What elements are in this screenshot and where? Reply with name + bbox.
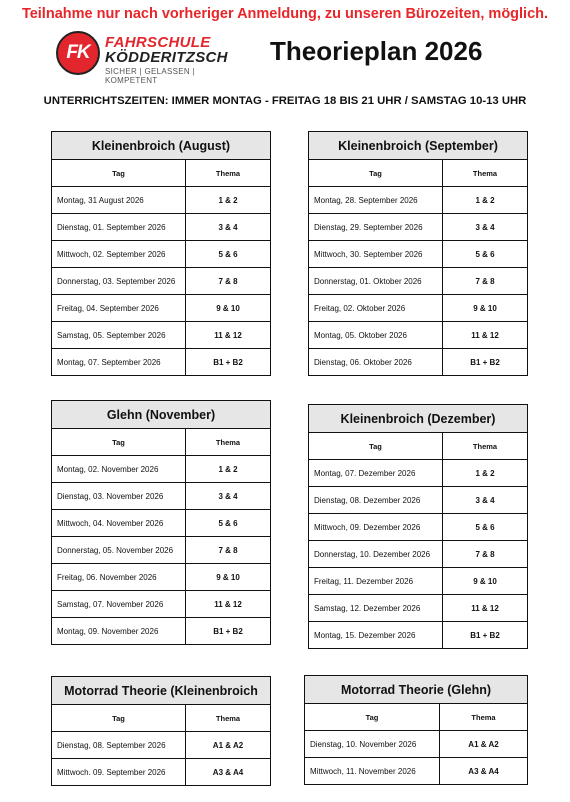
- cell-topic: 5 & 6: [443, 514, 528, 541]
- table-row: [309, 349, 528, 376]
- schedule-table-motorrad-kleinenbroich: [51, 676, 271, 786]
- table-caption: Glehn (November): [52, 401, 271, 429]
- cell-topic: 3 & 4: [186, 214, 271, 241]
- class-hours: UNTERRICHTSZEITEN: IMMER MONTAG - FREITAG 18 BIS 21 UHR / SAMSTAG 10-13 UHR: [43, 95, 527, 107]
- cell-topic: 9 & 10: [443, 295, 528, 322]
- cell-day: Freitag, 04. September 2026: [52, 295, 186, 322]
- cell-day: Donnerstag, 10. Dezember 2026: [309, 541, 443, 568]
- cell-topic: 3 & 4: [186, 483, 271, 510]
- cell-day: Montag, 28. September 2026: [309, 187, 443, 214]
- cell-topic: A1 & A2: [186, 732, 271, 759]
- cell-day: Samstag, 12. Dezember 2026: [309, 595, 443, 622]
- cell-topic: 1 & 2: [186, 187, 271, 214]
- cell-day: Mittwoch, 02. September 2026: [52, 241, 186, 268]
- cell-day: Montag, 15. Dezember 2026: [309, 622, 443, 649]
- logo-tagline: SICHER | GELASSEN | KOMPETENT: [105, 67, 195, 85]
- column-header-topic: Thema: [186, 429, 271, 456]
- cell-day: Donnerstag, 01. Oktober 2026: [309, 268, 443, 295]
- schedule-table-glehn-november: [51, 400, 271, 645]
- cell-topic: 1 & 2: [443, 187, 528, 214]
- column-header-day: Tag: [305, 704, 440, 731]
- cell-topic: B1 + B2: [443, 349, 528, 376]
- table-row: [309, 460, 528, 487]
- cell-topic: 1 & 2: [186, 456, 271, 483]
- cell-day: Dienstag, 10. November 2026: [305, 731, 440, 758]
- table-row: [309, 268, 528, 295]
- cell-day: Mittwoch. 09. September 2026: [52, 759, 186, 786]
- cell-topic: A3 & A4: [440, 758, 528, 785]
- table-row: [309, 322, 528, 349]
- column-header-day: Tag: [309, 160, 443, 187]
- logo-badge-text: FK: [66, 42, 90, 63]
- cell-topic: 7 & 8: [443, 268, 528, 295]
- cell-day: Dienstag, 08. September 2026: [52, 732, 186, 759]
- table-row: [309, 568, 528, 595]
- cell-day: Dienstag, 08. Dezember 2026: [309, 487, 443, 514]
- cell-topic: A1 & A2: [440, 731, 528, 758]
- table-row: [309, 514, 528, 541]
- cell-topic: 5 & 6: [186, 241, 271, 268]
- table-row: [309, 487, 528, 514]
- cell-day: Freitag, 06. November 2026: [52, 564, 186, 591]
- table-row: [309, 595, 528, 622]
- cell-topic: 11 & 12: [443, 595, 528, 622]
- cell-day: Montag, 05. Oktober 2026: [309, 322, 443, 349]
- registration-notice: Teilnahme nur nach vorheriger Anmeldung, zu unseren Bürozeiten, möglich.: [21, 6, 549, 22]
- cell-topic: 5 & 6: [186, 510, 271, 537]
- cell-day: Mittwoch, 30. September 2026: [309, 241, 443, 268]
- table-row: [52, 564, 271, 591]
- column-header-day: Tag: [52, 160, 186, 187]
- cell-day: Mittwoch, 11. November 2026: [305, 758, 440, 785]
- cell-topic: A3 & A4: [186, 759, 271, 786]
- logo: [56, 31, 246, 85]
- column-header-topic: Thema: [440, 704, 528, 731]
- table-row: [309, 295, 528, 322]
- table-row: [52, 483, 271, 510]
- cell-day: Montag, 31 August 2026: [52, 187, 186, 214]
- table-row: [52, 759, 271, 786]
- table-row: [52, 349, 271, 376]
- cell-day: Dienstag, 06. Oktober 2026: [309, 349, 443, 376]
- cell-day: Montag, 02. November 2026: [52, 456, 186, 483]
- cell-day: Montag, 07. September 2026: [52, 349, 186, 376]
- table-caption: Motorrad Theorie (Kleinenbroich: [52, 677, 271, 705]
- table-row: [52, 214, 271, 241]
- cell-day: Samstag, 05. September 2026: [52, 322, 186, 349]
- table-row: [52, 187, 271, 214]
- table-row: [52, 456, 271, 483]
- cell-day: Dienstag, 29. September 2026: [309, 214, 443, 241]
- schedule-table-kleinenbroich-september: [308, 131, 528, 376]
- table-row: [309, 541, 528, 568]
- cell-topic: 7 & 8: [443, 541, 528, 568]
- schedule-table-motorrad-glehn: [304, 675, 528, 785]
- column-header-day: Tag: [52, 705, 186, 732]
- column-header-topic: Thema: [443, 160, 528, 187]
- table-row: [52, 510, 271, 537]
- cell-day: Dienstag, 01. September 2026: [52, 214, 186, 241]
- cell-day: Donnerstag, 03. September 2026: [52, 268, 186, 295]
- cell-topic: 11 & 12: [186, 322, 271, 349]
- cell-topic: B1 + B2: [443, 622, 528, 649]
- cell-topic: B1 + B2: [186, 349, 271, 376]
- page-title: Theorieplan 2026: [270, 36, 483, 66]
- cell-topic: 11 & 12: [443, 322, 528, 349]
- cell-day: Freitag, 11. Dezember 2026: [309, 568, 443, 595]
- table-row: [52, 732, 271, 759]
- table-row: [52, 537, 271, 564]
- cell-topic: 9 & 10: [186, 295, 271, 322]
- table-row: [52, 241, 271, 268]
- cell-day: Montag, 09. November 2026: [52, 618, 186, 645]
- table-row: [309, 187, 528, 214]
- schedule-table-kleinenbroich-dezember: [308, 404, 528, 649]
- cell-day: Samstag, 07. November 2026: [52, 591, 186, 618]
- logo-line2: KÖDDERITZSCH: [105, 49, 228, 66]
- cell-topic: 3 & 4: [443, 214, 528, 241]
- cell-topic: 7 & 8: [186, 268, 271, 295]
- table-row: [52, 268, 271, 295]
- cell-day: Mittwoch, 09. Dezember 2026: [309, 514, 443, 541]
- table-caption: Kleinenbroich (Dezember): [309, 405, 528, 433]
- table-row: [52, 322, 271, 349]
- column-header-topic: Thema: [443, 433, 528, 460]
- cell-topic: 5 & 6: [443, 241, 528, 268]
- cell-topic: 1 & 2: [443, 460, 528, 487]
- column-header-topic: Thema: [186, 705, 271, 732]
- cell-topic: 9 & 10: [186, 564, 271, 591]
- cell-day: Freitag, 02. Oktober 2026: [309, 295, 443, 322]
- table-row: [309, 241, 528, 268]
- table-caption: Kleinenbroich (August): [52, 132, 271, 160]
- cell-topic: B1 + B2: [186, 618, 271, 645]
- logo-line1: FAHRSCHULE: [105, 34, 211, 51]
- table-row: [305, 758, 528, 785]
- table-row: [309, 622, 528, 649]
- table-caption: Motorrad Theorie (Glehn): [305, 676, 528, 704]
- cell-topic: 7 & 8: [186, 537, 271, 564]
- cell-topic: 3 & 4: [443, 487, 528, 514]
- cell-day: Mittwoch, 04. November 2026: [52, 510, 186, 537]
- column-header-topic: Thema: [186, 160, 271, 187]
- schedule-table-kleinenbroich-august: [51, 131, 271, 376]
- logo-badge-icon: [56, 31, 100, 75]
- cell-day: Montag, 07. Dezember 2026: [309, 460, 443, 487]
- table-row: [309, 214, 528, 241]
- table-caption: Kleinenbroich (September): [309, 132, 528, 160]
- column-header-day: Tag: [309, 433, 443, 460]
- cell-day: Dienstag, 03. November 2026: [52, 483, 186, 510]
- table-row: [52, 295, 271, 322]
- cell-day: Donnerstag, 05. November 2026: [52, 537, 186, 564]
- table-row: [52, 618, 271, 645]
- cell-topic: 11 & 12: [186, 591, 271, 618]
- table-row: [305, 731, 528, 758]
- cell-topic: 9 & 10: [443, 568, 528, 595]
- table-row: [52, 591, 271, 618]
- column-header-day: Tag: [52, 429, 186, 456]
